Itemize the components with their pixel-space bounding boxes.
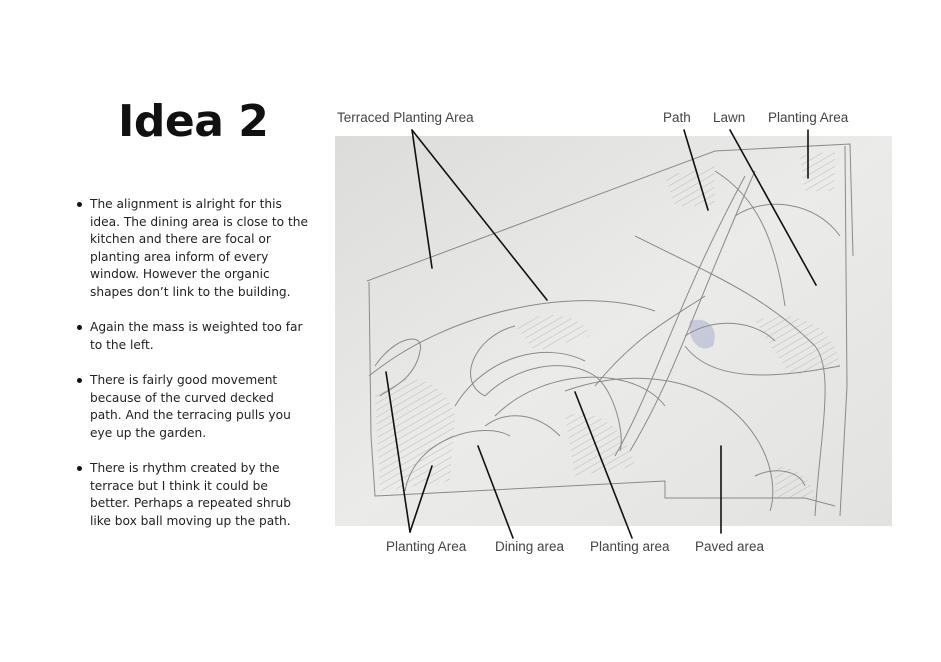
list-item: There is rhythm created by the terrace but I think it could be better. Perhaps a repeated shrub like box ball moving up the path.: [76, 460, 308, 530]
label-dining-area: Dining area: [495, 539, 565, 554]
label-planting-area-top: Planting Area: [768, 110, 849, 125]
list-item: There is fairly good movement because of the curved decked path. And the terracing pulls you eye up the garden.: [76, 372, 308, 442]
list-item: The alignment is alright for this idea. The dining area is close to the kitchen and there are focal or planting area inform of every window. However the organic shapes don’t link to the building.: [76, 196, 308, 301]
label-lawn: Lawn: [713, 110, 746, 125]
label-planting-area-2: Planting area: [590, 539, 670, 554]
label-paved-area: Paved area: [695, 539, 765, 554]
list-item: Again the mass is weighted too far to the left.: [76, 319, 308, 354]
label-path: Path: [663, 110, 691, 125]
page-title: Idea 2: [118, 96, 269, 147]
label-terraced-planting-area: Terraced Planting Area: [337, 110, 474, 125]
label-planting-area-bottom: Planting Area: [386, 539, 467, 554]
